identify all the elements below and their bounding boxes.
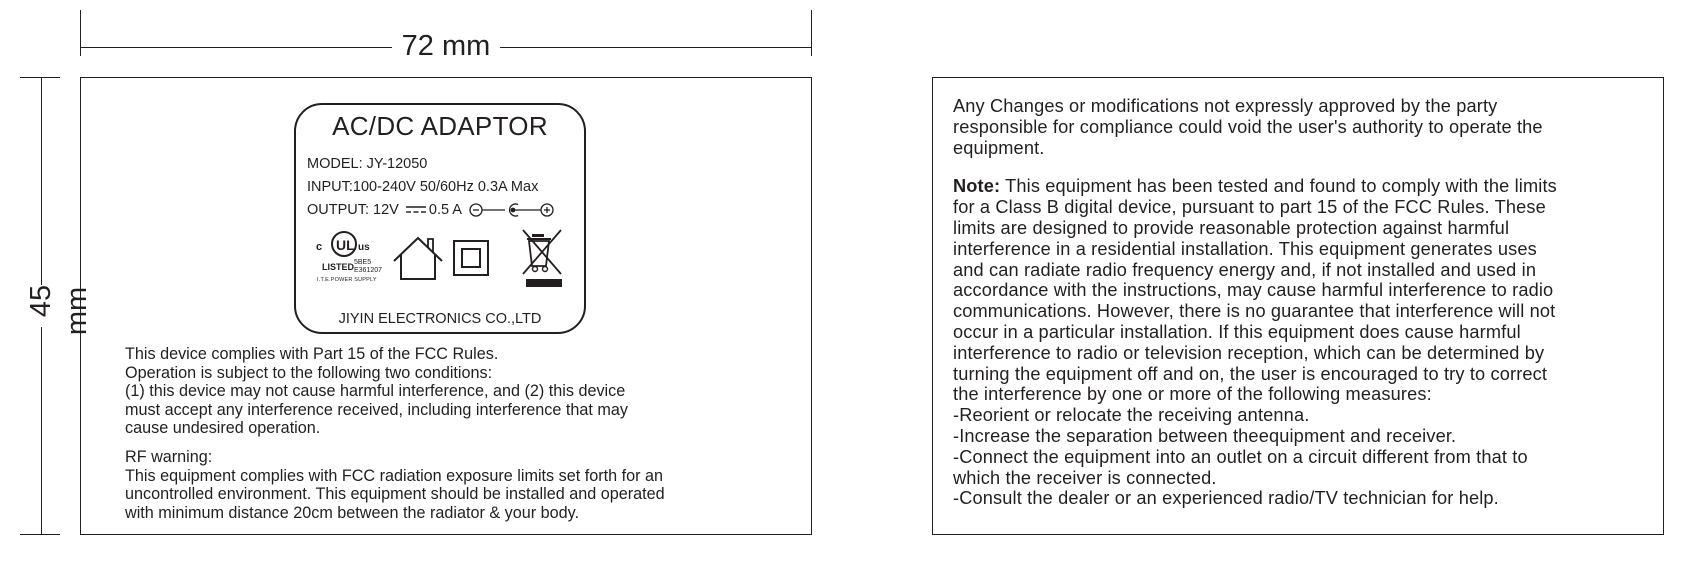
back-label-text <box>953 96 1653 509</box>
dc-current-symbol-icon <box>406 205 426 215</box>
output-rating <box>307 201 555 219</box>
fcc-line: This device complies with Part 15 of the FCC Rules. <box>125 345 499 363</box>
ul-listed-text: LISTED <box>322 262 355 272</box>
measure-item: -Increase the separation between theequipment and receiver. <box>953 425 1457 446</box>
fcc-line: must accept any interference received, including interference that may <box>125 400 628 419</box>
ul-logo-icon <box>312 230 390 262</box>
fcc-part15-statement <box>125 345 775 438</box>
height-dimension-bottom-tick <box>20 534 60 535</box>
note-line: the interference by one or more of the following measures: <box>953 384 1432 405</box>
note-line: interference to radio or television reception, which can be determined by <box>953 342 1545 363</box>
note-line: limits are designed to provide reasonable protection against harmful <box>953 217 1510 238</box>
rf-warning-line: with minimum distance 20cm between the radiator & your body. <box>125 503 580 522</box>
class-ii-double-square-icon <box>453 240 489 276</box>
rf-warning-heading: RF warning: <box>125 448 213 466</box>
changes-line: responsible for compliance could void the user's authority to operate the <box>953 116 1543 137</box>
note-first-text: This equipment has been tested and found to comply with the limits <box>1000 176 1557 197</box>
ul-listing-code: 5BE5 E361207 <box>354 259 383 274</box>
rating-label <box>294 103 586 334</box>
height-dimension-label: 45 mm <box>23 276 59 336</box>
rf-warning-line: uncontrolled environment. This equipment should be installed and operated <box>125 485 665 503</box>
output-current: 0.5 A <box>428 202 462 218</box>
fcc-line: (1) this device may not cause harmful interference, and (2) this device <box>125 382 626 400</box>
note-line: communications. However, there is no guarantee that interference will not <box>953 301 1556 322</box>
note-line: for a Class B digital device, pursuant to part 15 of the FCC Rules. These <box>953 197 1546 218</box>
note-line: accordance with the instructions, may cause harmful interference to radio <box>953 280 1554 301</box>
fcc-line: cause undesired operation. <box>125 419 321 437</box>
note-first-line <box>953 176 1653 197</box>
polarity-center-positive-icon <box>469 202 555 218</box>
changes-line: Any Changes or modifications not expressly approved by the party <box>953 96 1498 116</box>
width-dimension <box>80 10 812 66</box>
ul-caption: I.T.E.POWER SUPPLY <box>317 277 377 283</box>
output-voltage: OUTPUT: 12V <box>307 202 399 218</box>
indoor-use-house-icon <box>392 235 444 281</box>
measure-item: -Consult the dealer or an experienced radio/TV technician for help. <box>953 488 1499 509</box>
rf-warning-line: This equipment complies with FCC radiation exposure limits set forth for an <box>125 466 664 485</box>
manufacturer-name: JIYIN ELECTRONICS CO.,LTD <box>338 311 542 327</box>
rating-title: AC/DC ADAPTOR <box>332 111 548 141</box>
crossed-out-bin-weee-icon <box>521 228 565 288</box>
model-number: MODEL: JY-12050 <box>307 156 428 172</box>
ul-listed-mark-icon <box>312 230 390 286</box>
note-line: and can radiate radio frequency energy and, if not installed and used in <box>953 259 1537 280</box>
rf-warning <box>125 448 775 522</box>
fcc-line: Operation is subject to the following two conditions: <box>125 363 493 382</box>
note-line: turning the equipment off and on, the user is encouraged to try to correct <box>953 363 1548 384</box>
width-dimension-label: 72 mm <box>80 28 812 64</box>
note-line: interference in a residential installation. This equipment generates uses <box>953 238 1537 259</box>
changes-line: equipment. <box>953 137 1045 158</box>
ul-us-letters: us <box>358 242 370 253</box>
ul-c-letter: c <box>316 241 323 253</box>
measure-item: -Reorient or relocate the receiving antenna. <box>953 405 1310 426</box>
measure-item: which the receiver is connected. <box>953 467 1217 488</box>
front-label-panel <box>80 77 812 535</box>
measure-item: -Connect the equipment into an outlet on a circuit different from that to <box>953 446 1528 467</box>
input-rating: INPUT:100-240V 50/60Hz 0.3A Max <box>307 179 539 195</box>
note-label: Note: <box>953 176 1001 197</box>
height-dimension <box>20 77 93 535</box>
back-label-panel <box>932 77 1664 535</box>
ul-letters: UL <box>336 237 355 253</box>
height-dimension-top-tick <box>20 77 60 78</box>
note-line: occur in a particular installation. If this equipment does cause harmful <box>953 321 1521 342</box>
